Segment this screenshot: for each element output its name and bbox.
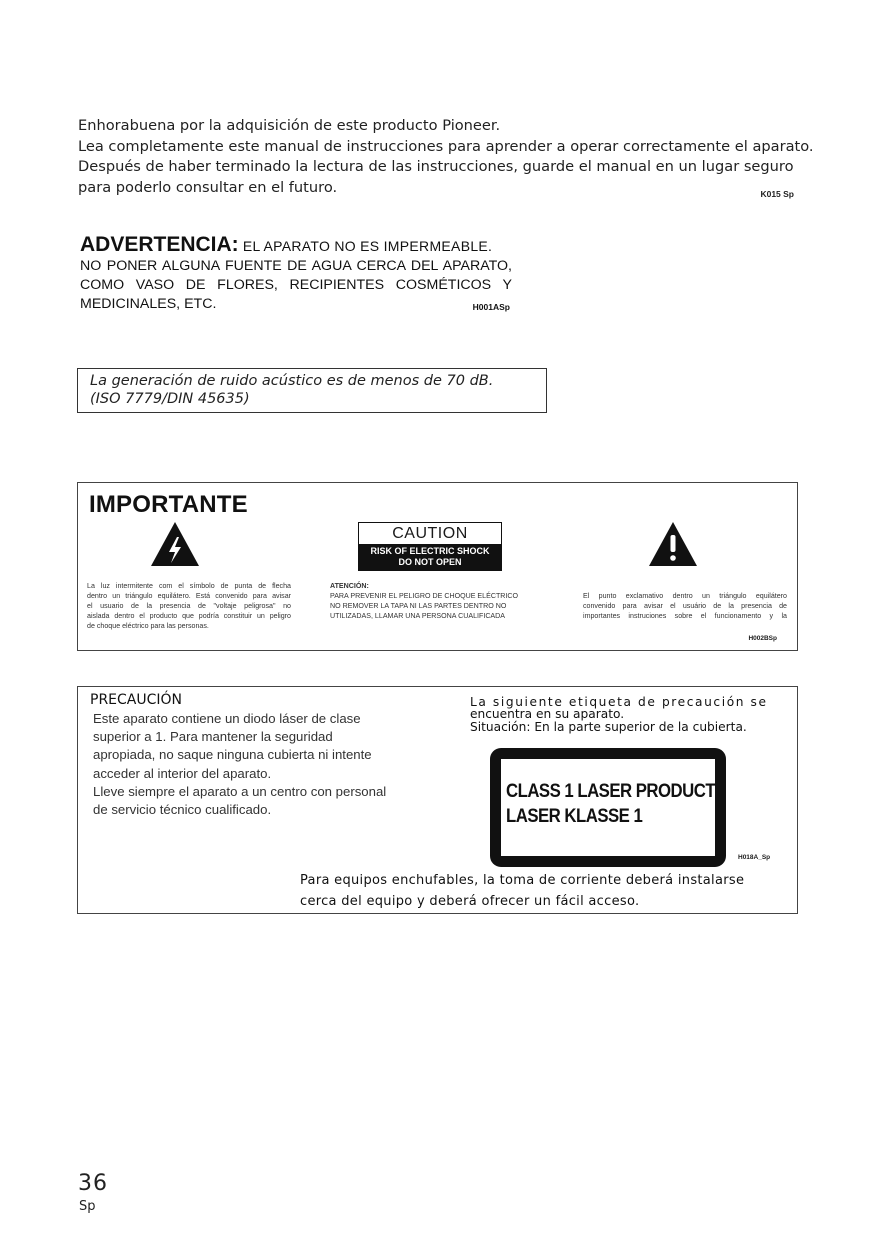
importante-left-line: aislada dentro el producto que podría constituir un peligro — [87, 612, 291, 621]
precaucion-line: de servicio técnico cualificado. — [93, 802, 272, 818]
importante-center-line: NO REMOVER LA TAPA NI LAS PARTES DENTRO NO — [330, 602, 507, 611]
noise-line: La generación de ruido acústico es de menos de 70 dB. — [90, 373, 494, 389]
importante-left-line: dentro un triángulo equilátero. Está convenido para avisar — [87, 592, 291, 601]
precaucion-line: Este aparato contiene un diodo láser de clase — [93, 711, 361, 726]
intro-line: Lea completamente este manual de instrucciones para aprender a operar correctamente el aparato. — [78, 137, 814, 155]
importante-right-text — [583, 591, 787, 621]
advertencia-line: COMO VASO DE FLORES, RECIPIENTES COSMÉTICOS Y — [80, 277, 512, 293]
precaucion-title: PRECAUCIÓN — [90, 692, 183, 708]
advertencia-heading: ADVERTENCIA: — [80, 233, 239, 256]
caution-label-top: CAUTION — [392, 525, 468, 542]
precaucion-line: superior a 1. Para mantener la seguridad — [93, 729, 333, 745]
laser-label-line: LASER KLASSE 1 — [506, 805, 643, 827]
lightning-warning-icon — [150, 521, 200, 567]
exclamation-warning-icon — [648, 521, 698, 567]
importante-right-line: importantes instruciones sobre el funcionamento y la — [583, 612, 787, 621]
caution-label-bottom — [359, 544, 501, 570]
importante-left-line: el usuario de la presencia de "voltaje peligrosa" no — [87, 602, 291, 611]
label-note-line: La siguiente etiqueta de precaución se — [470, 695, 768, 709]
importante-left-text — [87, 581, 291, 631]
importante-right-line: convenido para avisar el usuário de la presencia de — [583, 602, 787, 611]
laser-label-line: CLASS 1 LASER PRODUCT — [506, 780, 716, 802]
intro-code: K015 Sp — [760, 189, 794, 199]
intro-line: Enhorabuena por la adquisición de este producto Pioneer. — [78, 117, 501, 134]
importante-code: H002BSp — [748, 635, 777, 642]
importante-left-line: de choque eléctrico para las personas. — [87, 622, 209, 631]
page-language: Sp — [79, 1199, 96, 1214]
precaucion-code: H018A_Sp — [738, 854, 771, 861]
intro-line: Después de haber terminado la lectura de las instrucciones, guarde el manual en un lugar seguro — [78, 158, 794, 176]
label-note — [470, 695, 768, 734]
page-number: 36 — [78, 1171, 108, 1196]
label-note-line: Situación: En la parte superior de la cubierta. — [470, 719, 747, 734]
advertencia-heading-rest: EL APARATO NO ES IMPERMEABLE. — [242, 238, 493, 254]
plug-note-line: cerca del equipo y deberá ofrecer un fácil acceso. — [300, 893, 640, 909]
caution-label-line: DO NOT OPEN — [398, 557, 462, 567]
intro-paragraph — [78, 116, 814, 199]
advertencia-code: H001ASp — [472, 302, 510, 312]
plug-note — [300, 871, 744, 912]
precaucion-line: acceder al interior del aparato. — [93, 765, 272, 781]
importante-right-line: El punto exclamativo dentro un triángulo equilátero — [583, 592, 787, 600]
noise-line: (ISO 7779/DIN 45635) — [90, 391, 250, 407]
importante-center-line: PARA PREVENIR EL PELIGRO DE CHOQUE ELÉCTRICO — [330, 592, 519, 601]
importante-box — [77, 482, 798, 651]
importante-center-line: UTILIZADAS, LLAMAR UNA PERSONA CUALIFICADA — [330, 612, 506, 621]
precaucion-line: Lleve siempre el aparato a un centro con personal — [93, 783, 387, 799]
importante-center-text — [330, 581, 550, 621]
plug-note-line: Para equipos enchufables, la toma de corriente deberá instalarse — [300, 873, 745, 888]
importante-left-line: La luz intermitente com el símbolo de punta de flecha — [87, 582, 291, 590]
label-note-line: encuentra en su aparato. — [470, 707, 625, 722]
caution-label — [358, 522, 502, 571]
precaucion-box — [77, 686, 798, 914]
caution-label-line: RISK OF ELECTRIC SHOCK — [370, 546, 490, 556]
laser-product-label — [490, 748, 726, 867]
precaucion-body — [93, 710, 386, 819]
advertencia-line: MEDICINALES, ETC. — [80, 296, 217, 312]
intro-line: para poderlo consultar en el futuro. — [78, 178, 338, 196]
importante-title: IMPORTANTE — [89, 491, 248, 518]
noise-note-box — [77, 368, 547, 413]
importante-center-title: ATENCIÓN: — [330, 582, 369, 590]
advertencia-block — [80, 233, 512, 314]
advertencia-heading-line — [80, 233, 512, 257]
precaucion-line: apropiada, no saque ninguna cubierta ni intente — [93, 747, 372, 763]
advertencia-line: NO PONER ALGUNA FUENTE DE AGUA CERCA DEL APARATO, — [80, 258, 512, 274]
